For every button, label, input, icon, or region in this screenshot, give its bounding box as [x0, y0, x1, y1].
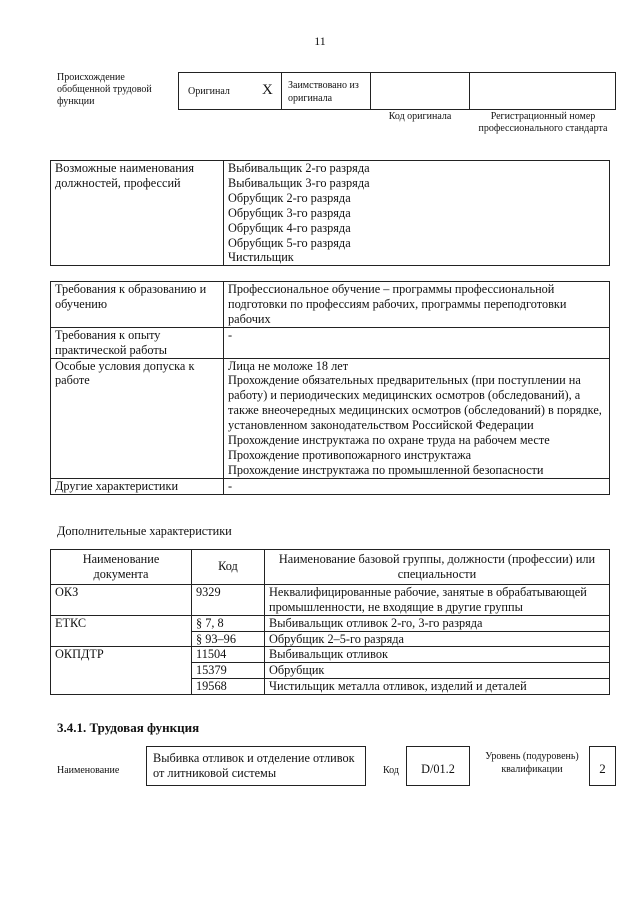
table-row — [51, 584, 610, 615]
list-item: Лица не моложе 18 лет — [228, 358, 349, 373]
function-code-label: Код — [383, 765, 399, 776]
list-item: Обрубщик 4-го разряда — [228, 220, 351, 235]
code-cell: § 7, 8 — [192, 615, 265, 631]
table-row — [51, 615, 610, 631]
reg-caption: Регистрационный номер профессионального стандарта — [478, 111, 608, 134]
positions-label: Возможные наименования должностей, профессий — [51, 161, 224, 266]
doc-cell: ОКЗ — [51, 584, 192, 615]
level-label: Уровень (подуровень) квалификации — [485, 751, 579, 775]
section-title: 3.4.1. Трудовая функция — [57, 720, 200, 735]
list-item: Выбивальщик 2-го разряда — [228, 161, 370, 175]
borrowed-text: Заимствовано из оригинала — [288, 80, 359, 104]
additional-title: Дополнительные характеристики — [57, 524, 232, 538]
original-mark: X — [262, 82, 273, 98]
list-item: Прохождение инструктажа по промышленной безопасности — [228, 462, 544, 477]
table-header-row — [51, 550, 610, 585]
table-row — [51, 282, 610, 328]
other-value: - — [224, 478, 610, 494]
table-row — [51, 358, 610, 478]
function-name-value: Выбивка отливок и отделение отливок от литниковой системы — [146, 746, 366, 786]
experience-value: - — [224, 327, 610, 358]
list-item: Чистильщик — [228, 250, 294, 265]
function-name-label: Наименование — [57, 765, 120, 776]
doc-cell: ЕТКС — [51, 615, 192, 647]
positions-list — [224, 161, 610, 266]
doc-cell: ОКПДТР — [51, 647, 192, 695]
requirements-table — [50, 281, 610, 495]
education-value: Профессиональное обучение – программы профессиональной подготовки по профессиям рабочих, программы переподготовки рабочих — [224, 282, 610, 328]
code-cell: 11504 — [192, 647, 265, 663]
list-item: Прохождение обязательных предварительных (при поступлении на работу) и периодических медицинских осмотров (обследований), а также внеочередных медицинских осмотров (обследований) в порядке, установленном законодательством Российской Федерации — [228, 373, 602, 433]
conditions-label: Особые условия допуска к работе — [51, 358, 224, 478]
education-label: Требования к образованию и обучению — [51, 282, 224, 328]
table-row — [51, 647, 610, 663]
header-code: Код — [192, 550, 265, 585]
name-cell: Обрубщик 2–5-го разряда — [265, 631, 610, 647]
experience-label: Требования к опыту практической работы — [51, 327, 224, 358]
origin-label: Происхождение обобщенной трудовой функции — [57, 72, 152, 107]
header-doc: Наименование документа — [51, 550, 192, 585]
code-cell: § 93–96 — [192, 631, 265, 647]
conditions-value — [224, 358, 610, 478]
reg-number-cell — [469, 72, 616, 110]
additional-table — [50, 549, 610, 695]
name-cell: Обрубщик — [265, 663, 610, 679]
level-value: 2 — [589, 746, 616, 786]
code-cell: 9329 — [192, 584, 265, 615]
name-cell: Выбивальщик отливок — [265, 647, 610, 663]
other-label: Другие характеристики — [51, 478, 224, 494]
table-row — [51, 478, 610, 494]
list-item: Прохождение противопожарного инструктажа — [228, 447, 472, 462]
original-code-cell — [370, 72, 470, 110]
name-cell: Неквалифицированные рабочие, занятые в обрабатывающей промышленности, не входящие в другие группы — [265, 584, 610, 615]
code-caption: Код оригинала — [388, 111, 452, 122]
page-number: 11 — [314, 34, 326, 48]
list-item: Прохождение инструктажа по охране труда на рабочем месте — [228, 433, 550, 448]
table-row — [51, 327, 610, 358]
name-cell: Чистильщик металла отливок, изделий и деталей — [265, 679, 610, 695]
list-item: Обрубщик 3-го разряда — [228, 205, 351, 220]
name-cell: Выбивальщик отливок 2-го, 3-го разряда — [265, 615, 610, 631]
original-text: Оригинал — [188, 86, 230, 97]
positions-table — [50, 160, 610, 266]
header-name: Наименование базовой группы, должности (профессии) или специальности — [265, 550, 610, 585]
function-code-value: D/01.2 — [406, 746, 470, 786]
code-cell: 19568 — [192, 679, 265, 695]
list-item: Выбивальщик 3-го разряда — [228, 175, 370, 190]
list-item: Обрубщик 2-го разряда — [228, 190, 351, 205]
code-cell: 15379 — [192, 663, 265, 679]
list-item: Обрубщик 5-го разряда — [228, 235, 351, 250]
